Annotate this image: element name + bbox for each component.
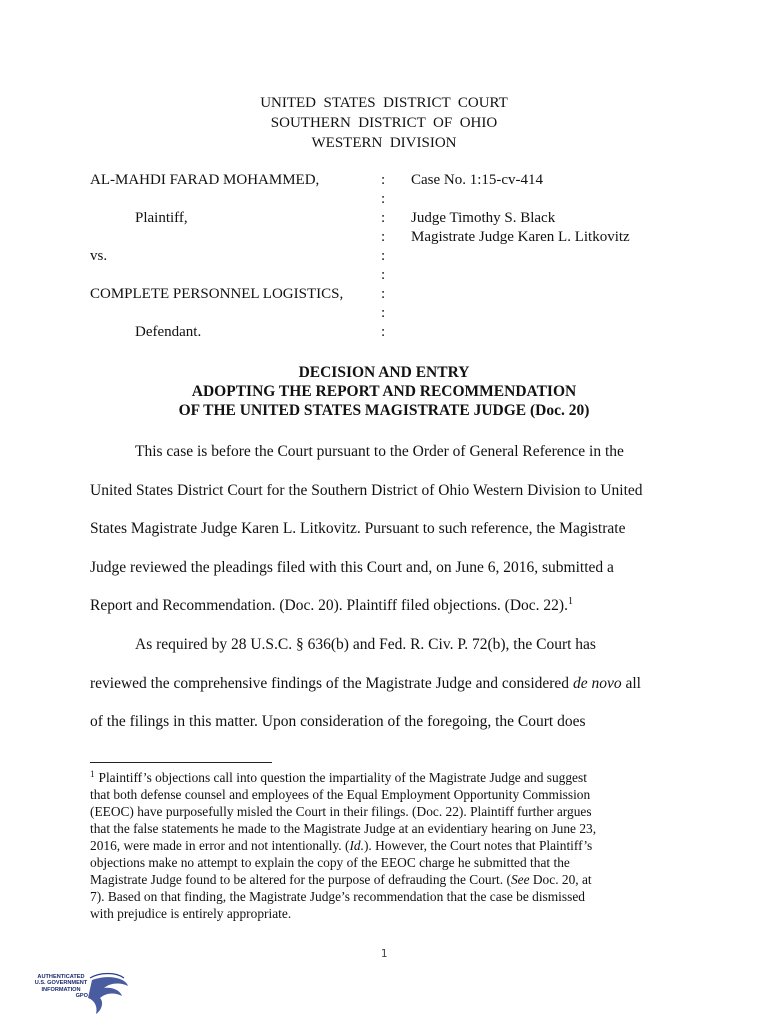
- footnote-line: 7). Based on that finding, the Magistrate Judge’s recommendation that the case be dismissed: [90, 889, 585, 904]
- body-text-run: reviewed the comprehensive findings of the Magistrate Judge and considered: [90, 675, 573, 692]
- logo-line: U.S. GOVERNMENT: [34, 980, 88, 987]
- footnote-italic-run: Id.: [349, 838, 364, 853]
- court-name: UNITED STATES DISTRICT COURT: [260, 95, 508, 111]
- body-text-run: Report and Recommendation. (Doc. 20). Plaintiff filed objections. (Doc. 22).: [90, 597, 568, 614]
- footnote-line: [90, 871, 592, 888]
- defendant-name: COMPLETE PERSONNEL LOGISTICS,: [90, 286, 344, 302]
- body-line: As required by 28 U.S.C. § 636(b) and Fed. R. Civ. P. 72(b), the Court has: [135, 636, 596, 653]
- gpo-authentication-logo: [30, 972, 140, 1016]
- court-division: WESTERN DIVISION: [311, 135, 457, 151]
- defendant-role: Defendant.: [135, 324, 202, 340]
- versus-label: vs.: [90, 248, 108, 264]
- body-line: States Magistrate Judge Karen L. Litkovitz. Pursuant to such reference, the Magistrate: [90, 520, 626, 537]
- footnote-marker: 1: [90, 768, 95, 779]
- case-number: Case No. 1:15-cv-414: [411, 172, 544, 188]
- footnote-line: [90, 769, 587, 786]
- judge-name: Judge Timothy S. Black: [411, 210, 556, 226]
- body-line: of the filings in this matter. Upon consideration of the foregoing, the Court does: [90, 713, 586, 730]
- caption-colon: :: [381, 248, 386, 264]
- caption-colon: :: [381, 286, 386, 302]
- body-line: United States District Court for the Southern District of Ohio Western Division to United: [90, 482, 643, 499]
- body-italic-run: de novo: [572, 675, 622, 692]
- decision-title: [0, 363, 768, 420]
- footnote-text-run: Doc. 20, at: [529, 872, 592, 887]
- plaintiff-name: AL-MAHDI FARAD MOHAMMED,: [90, 172, 320, 188]
- page-number: 1: [380, 947, 388, 960]
- caption-colon: :: [381, 229, 386, 245]
- footnote-line: objections make no attempt to explain the copy of the EEOC charge he submitted that the: [90, 855, 570, 870]
- footnote-text-run: 2016, were made in error and not intentionally. (: [90, 838, 350, 853]
- title-line: OF THE UNITED STATES MAGISTRATE JUDGE (Doc. 20): [178, 402, 590, 419]
- footnote-italic-run: See: [510, 872, 530, 887]
- caption-colon: :: [381, 305, 386, 321]
- caption-colon: :: [381, 210, 386, 226]
- body-line: [90, 674, 688, 694]
- footnote-line: that both defense counsel and employees of the Equal Employment Opportunity Commission: [90, 787, 591, 802]
- title-line: ADOPTING THE REPORT AND RECOMMENDATION: [191, 383, 577, 400]
- caption-colon: :: [381, 191, 386, 207]
- title-line: DECISION AND ENTRY: [298, 364, 470, 381]
- caption-colon: :: [381, 267, 386, 283]
- body-line: This case is before the Court pursuant to the Order of General Reference in the: [135, 443, 624, 460]
- eagle-icon: [30, 972, 140, 1016]
- magistrate-judge-name: Magistrate Judge Karen L. Litkovitz: [411, 229, 630, 245]
- footnote-text-run: Plaintiff’s objections call into question the impartiality of the Magistrate Judge and suggest: [98, 770, 587, 785]
- logo-line: AUTHENTICATED: [37, 974, 85, 980]
- footnote-line: with prejudice is entirely appropriate.: [90, 906, 292, 921]
- footnote-reference: 1: [567, 595, 573, 607]
- logo-line: GPO: [75, 993, 88, 1000]
- footnote-line: that the false statements he made to the Magistrate Judge at an evidentiary hearing on June 23,: [90, 821, 597, 836]
- caption-colon: :: [381, 324, 386, 340]
- footnote-line: (EEOC) have purposefully misled the Court in their filings. (Doc. 22). Plaintiff further argues: [90, 804, 592, 819]
- logo-line: INFORMATION: [41, 986, 81, 993]
- footnote-text-run: Magistrate Judge found to be altered for the purpose of defrauding the Court. (: [90, 872, 511, 887]
- footnote-text-run: ). However, the Court notes that Plaintiff’s: [363, 838, 593, 853]
- footnote-divider: [90, 762, 272, 763]
- body-line: Judge reviewed the pleadings filed with this Court and, on June 6, 2016, submitted a: [90, 559, 614, 576]
- plaintiff-role: Plaintiff,: [135, 210, 188, 226]
- caption-colon: :: [381, 172, 386, 188]
- body-text-run: all: [621, 675, 641, 692]
- court-district: SOUTHERN DISTRICT OF OHIO: [270, 115, 498, 131]
- footnote-line: [90, 837, 592, 854]
- body-line: [90, 596, 688, 616]
- court-header: [0, 93, 768, 153]
